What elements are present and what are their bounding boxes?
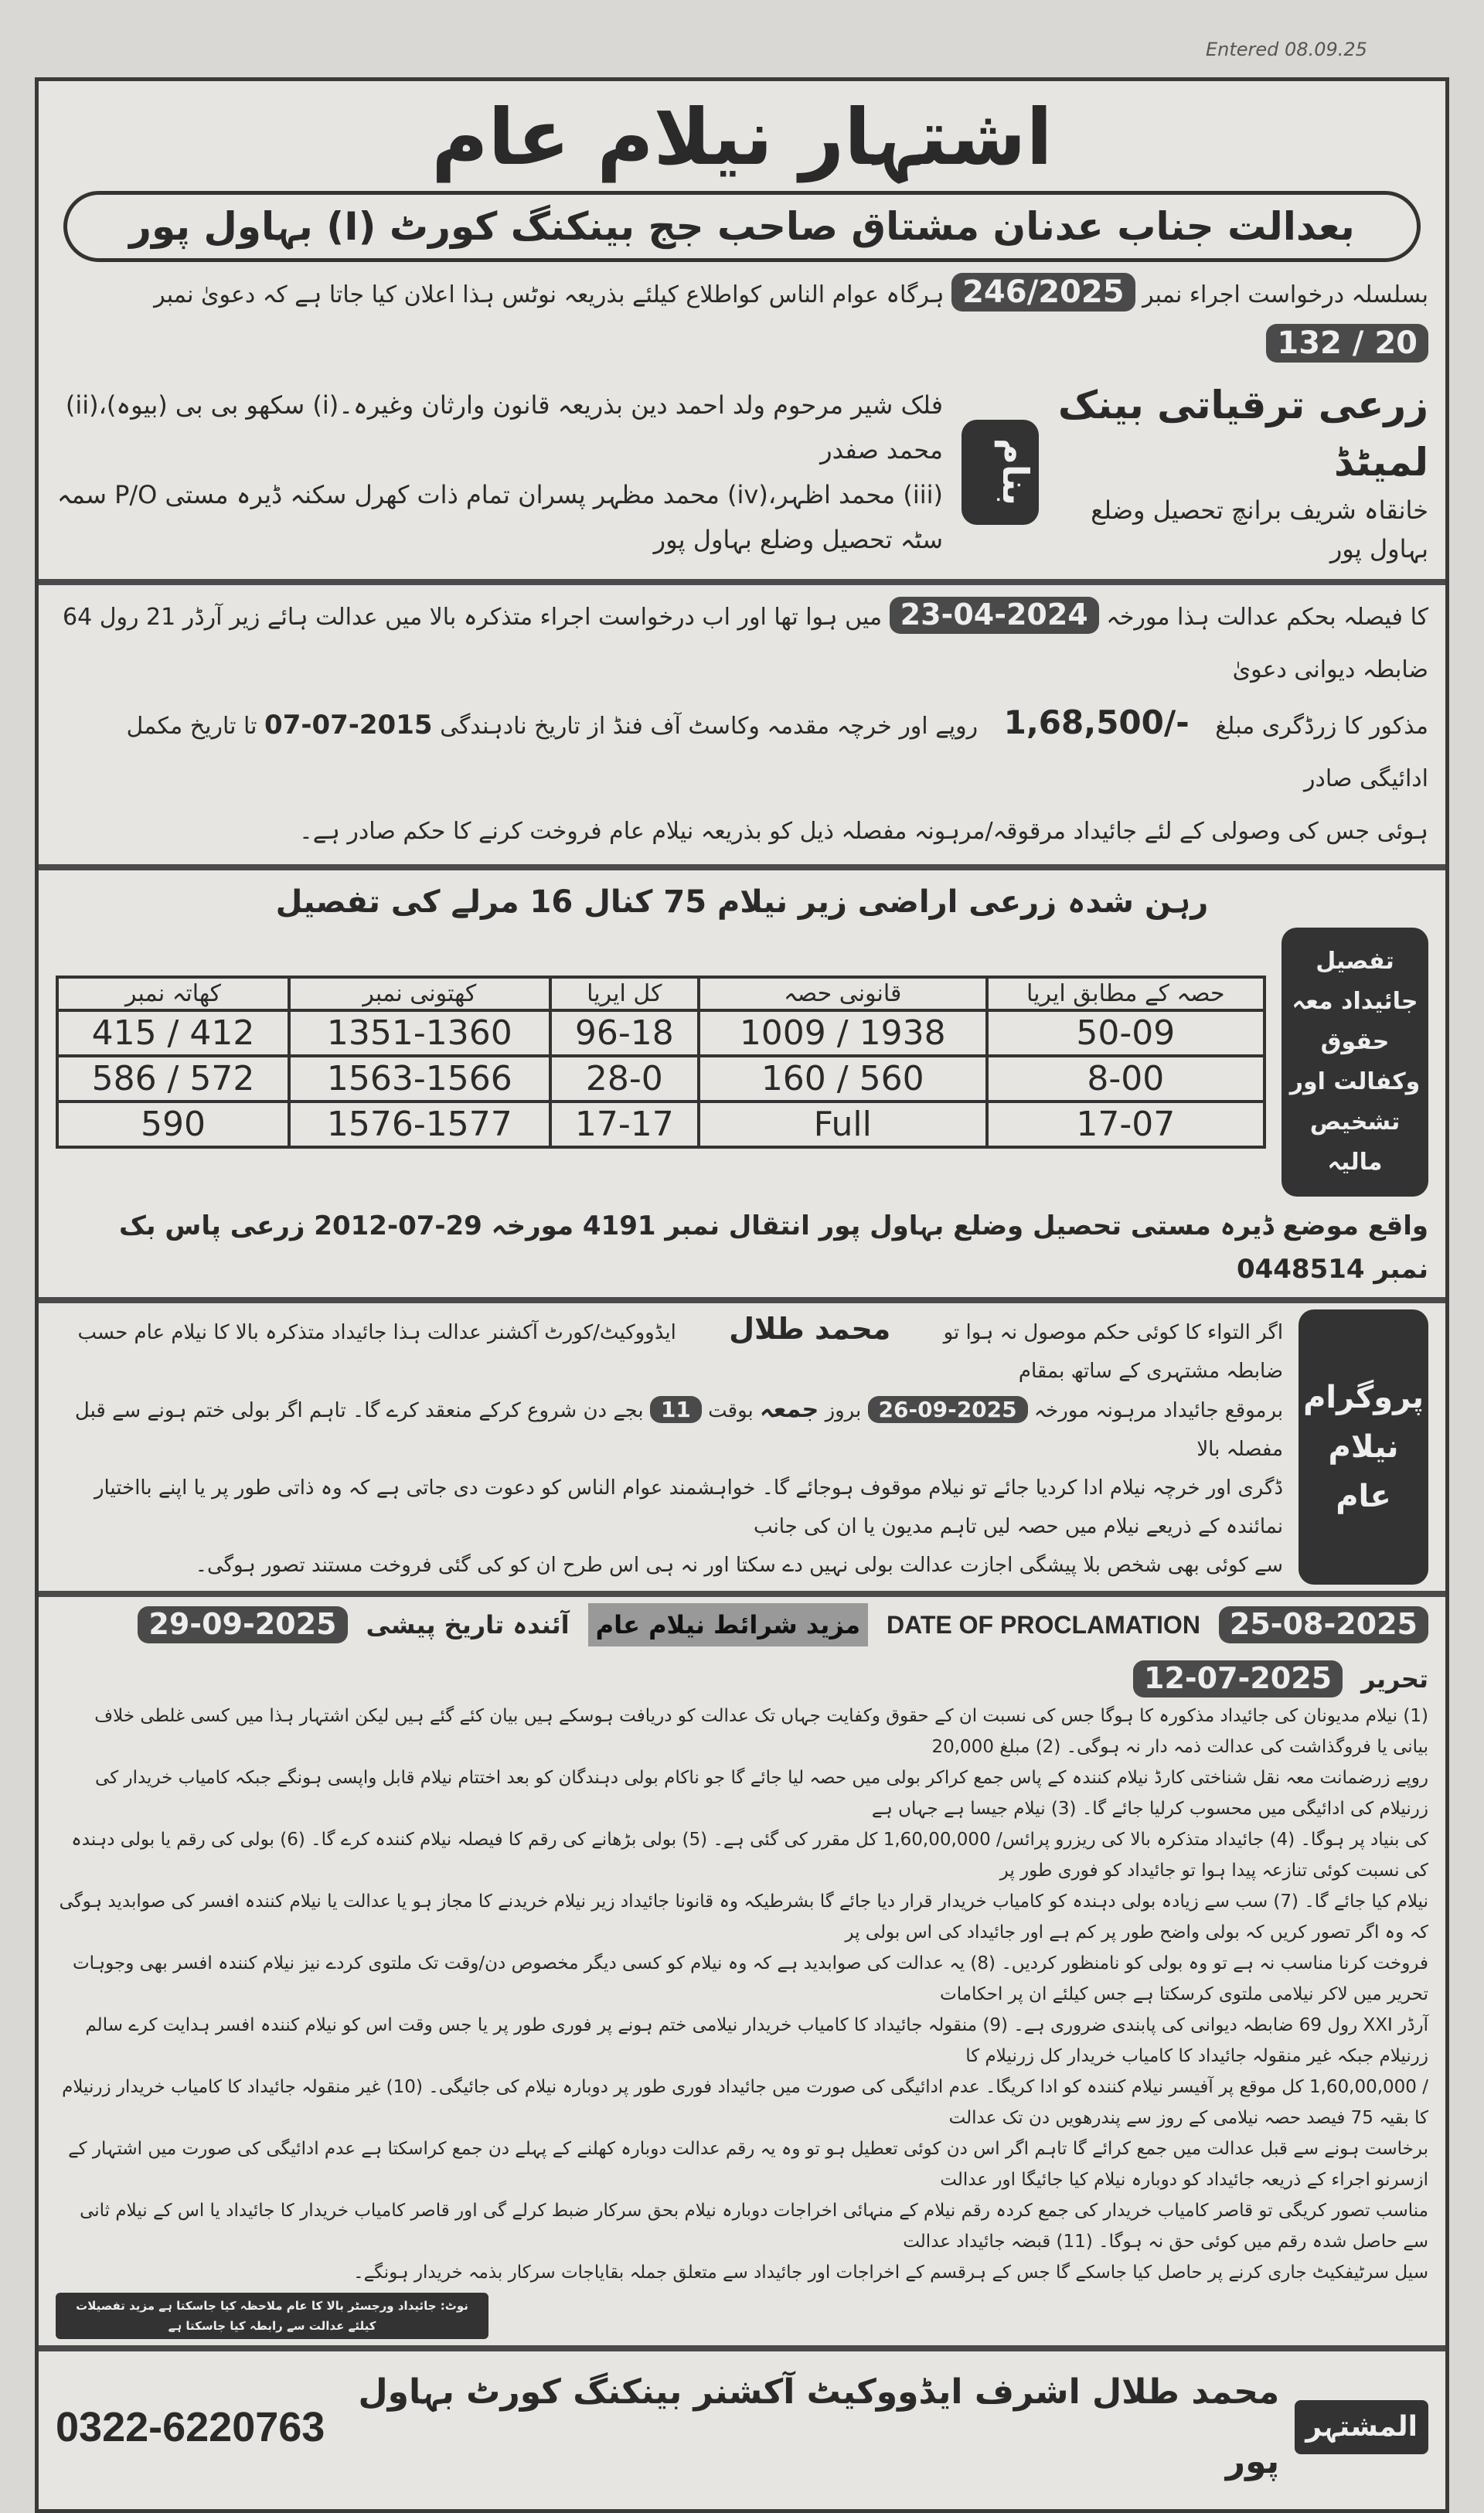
plaintiff-name: زرعی ترقیاتی بینک لمیٹڈ <box>1057 383 1428 485</box>
auction-time: 11 <box>650 1396 702 1423</box>
program-text: ایڈووکیٹ/کورٹ آکشنر عدالت ہذا جائیداد متذکرہ بالا کا نیلام عام حسب ضابطہ مشتہری کے ساتھ بمقام <box>77 1321 1284 1383</box>
divider <box>39 579 1445 585</box>
program-text: برموقع جائیداد مرہونہ مورخہ <box>1033 1399 1284 1422</box>
column-header: کھاتہ نمبر <box>57 977 289 1010</box>
divider <box>39 864 1445 870</box>
proclamation-label: DATE OF PROCLAMATION <box>887 1611 1200 1639</box>
table-row <box>57 1010 1264 1056</box>
defendants-line-2: (iii) محمد اظہر،(iv) محمد مظہر پسران تمام ذات کھرل سکنہ ڈیرہ مستی P/O سمہ سٹہ تحصیل وضلع بہاول پور <box>56 480 943 554</box>
decree-text: روپے اور خرچہ مقدمہ وکاسٹ آف فنڈ از تاریخ نادہندگی <box>440 713 979 740</box>
cell: 1576-1577 <box>289 1102 550 1147</box>
decree-text: مذکور کا زرڈگری مبلغ <box>1215 713 1428 740</box>
program-text: سے کوئی بھی شخص بلا پیشگی اجازت عدالت بولی نہیں دے سکتا اور نہ ہی اس طرح ان کو کی گئی فروخت مستند تصور ہوگی۔ <box>195 1554 1284 1577</box>
decree-amount: 1,68,500/- <box>1003 703 1190 741</box>
auction-date: 26-09-2025 <box>868 1396 1028 1423</box>
proclamation-date: 25-08-2025 <box>1219 1606 1428 1643</box>
decree-text: تا تاریخ مکمل ادائیگی صادر <box>126 713 1428 792</box>
decree-date: 23-04-2024 <box>890 597 1099 634</box>
location-line: واقع موضع ڈیرہ مستی تحصیل وضلع بہاول پور انتقال نمبر 4191 مورخہ 29-07-2012 زرعی پاس بک نمبر 0448514 <box>118 1211 1428 1285</box>
footer <box>56 2358 1428 2497</box>
decree-text: کا فیصلہ بحکم عدالت ہذا مورخہ <box>1106 604 1428 631</box>
column-header: کھتونی نمبر <box>289 977 550 1010</box>
cell: 160 / 560 <box>699 1056 987 1102</box>
cell: 50-09 <box>987 1010 1264 1056</box>
cell: 8-00 <box>987 1056 1264 1102</box>
terms-line: برخاست ہونے سے قبل عدالت میں جمع کرائے گا تاہم اگر اس دن کوئی تعطیل ہو تو وہ یہ رقم عدالت دوبارہ کھلنے کے پہلے دن جمع کراسکتا ہے عدم ادائیگی کی صورت میں اشتہار کے ازسرنو اجراء کے ذریعہ جائیداد کو دوبارہ نیلام کیا جائیگا اور عدالت <box>68 2139 1428 2190</box>
parties <box>56 376 1428 568</box>
more-terms-label: مزید شرائط نیلام عام <box>588 1603 868 1646</box>
plaintiff-branch: خانقاہ شریف برانچ تحصیل وضلع بہاول پور <box>1091 495 1428 564</box>
defendants <box>56 383 943 562</box>
court-name: بعدالت جناب عدنان مشتاق صاحب جج بینکنگ کورٹ (I) بہاول پور <box>63 191 1421 262</box>
advertiser-label: المشتہر <box>1295 2400 1428 2454</box>
land-heading: رہن شدہ زرعی اراضی زیر نیلام 75 کنال 16 مرلے کی تفصیل <box>275 884 1209 920</box>
suit-number: 132 / 20 <box>1266 324 1428 363</box>
divider <box>39 1591 1445 1597</box>
column-header: حصہ کے مطابق ایریا <box>987 977 1264 1010</box>
cell: 96-18 <box>550 1010 699 1056</box>
cell: 586 / 572 <box>57 1056 289 1102</box>
next-hearing-date: 29-09-2025 <box>138 1606 347 1643</box>
auction-program-label: پروگرام نیلام عام <box>1298 1309 1428 1585</box>
dates-row <box>56 1603 1428 1701</box>
cell: 28-0 <box>550 1056 699 1102</box>
auction-day: جمعہ <box>760 1396 819 1423</box>
column-header: کل ایریا <box>550 977 699 1010</box>
program-text: ڈگری اور خرچہ نیلام ادا کردیا جائے تو نیلام موقوف ہوجائے گا۔ خواہشمند عوام الناس کو دعوت دی جاتی ہے کہ وہ ذاتی طور پر یا اپنے بااختیار نمائندہ کے ذریعے نیلام میں حصہ لیں تاہم مدیون یا ان کی جانب <box>94 1476 1284 1538</box>
divider <box>39 1297 1445 1303</box>
terms-line: (1) نیلام مدیونان کی جائیداد مذکورہ کا ہوگا جس کی نسبت ان کے حقوق وکفایت جہاں تک عدالت کو دریافت ہوسکے ہیں بیان کئے گئے ہیں لیکن اشتہار ہذا میں کسی غلطی خلاف بیانی یا فروگذاشت کی عدالت ذمہ دار نہ ہوگی۔ (2) مبلغ 20,000 <box>94 1706 1428 1757</box>
auction-program <box>56 1309 1428 1585</box>
written-label: تحریر <box>1361 1664 1428 1694</box>
intro-middle: ہرگاہ عوام الناس کواطلاع کیلئے بذریعہ نوٹس ہذا اعلان کیا جاتا ہے کہ دعویٰ نمبر <box>154 281 945 308</box>
advertiser-name: محمد طلال اشرف ایڈووکیٹ آکشنر بینکنگ کورٹ بہاول پور <box>358 2372 1280 2481</box>
intro-line <box>56 270 1428 372</box>
table-row <box>57 1102 1264 1147</box>
terms-line: فروخت کرنا مناسب نہ ہے تو وہ بولی کو نامنظور کردیں۔ (8) یہ عدالت کی صوابدید ہے کہ وہ نیلام کو کسی دیگر مخصوص دن/وقت تک ملتوی کردے نیز نیلام کنندہ افسر بھی وجوہات تحریر میں لاکر نیلامی ملتوی کرسکتا ہے جس کیلئے ان پر احکامات <box>72 1953 1428 2004</box>
terms-line: روپے زرضمانت معہ نقل شناختی کارڈ نیلام کنندہ کے پاس جمع کراکر بولی میں حصہ لیا جائے گا جو ناکام بولی دہندگان کو بعد اختتام نیلام قابل واپسی ہونگے جبکہ کامیاب خریدار کی زرنیلام کی ادائیگی میں محسوب کرلیا جائے گا۔ (3) نیلام جیسا ہے جہاں ہے <box>95 1768 1428 1819</box>
plaintiff <box>1057 376 1428 568</box>
auction-terms <box>56 1701 1428 2288</box>
cell: 17-17 <box>550 1102 699 1147</box>
cell: 1351-1360 <box>289 1010 550 1056</box>
column-header: قانونی حصہ <box>699 977 987 1010</box>
decree-text: میں ہوا تھا اور اب درخواست اجراء متذکرہ بالا میں عدالت ہائے زیر آرڈر 21 رول 64 ضابطہ دیوانی دعویٰ <box>63 604 1428 683</box>
written-date: 12-07-2025 <box>1133 1660 1343 1697</box>
cell: 17-07 <box>987 1102 1264 1147</box>
advertiser-phone: 0322-6220763 <box>56 2404 325 2450</box>
terms-line: مناسب تصور کریگی تو قاصر کامیاب خریدار کی جمع کردہ رقم نیلام کے منہائی اخراجات دوبارہ نیلام بحق سرکار ضبط کرلے گی اور قاصر کامیاب خریدار کا جائیداد یا اس کے نیلام ثانی سے حاصل شدہ رقم میں کوئی حق نہ ہوگا۔ (11) قبضہ جائیداد عدالت <box>80 2201 1428 2252</box>
terms-line: سیل سرٹیفکیٹ جاری کرنے پر حاصل کیا جاسکے گا جس کے ہرقسم کے اخراجات اور جائیداد سے متعلق جملہ بقایاجات سرکار بذمہ خریدار ہونگے۔ <box>353 2263 1428 2283</box>
execution-number: 246/2025 <box>951 273 1135 312</box>
table-row <box>57 1056 1264 1102</box>
divider <box>39 2345 1445 2351</box>
cell: 415 / 412 <box>57 1010 289 1056</box>
terms-line: / 1,60,00,000 کل موقع پر آفیسر نیلام کنندہ کو ادا کریگا۔ عدم ادائیگی کی صورت میں جائیداد فوری طور پر دوبارہ نیلام کی جائیگی۔ (10) غیر منقولہ جائیداد کا کامیاب خریدار زرنیلام کا بقیہ 75 فیصد حصہ نیلامی کے روز سے پندرھویں دن تک عدالت <box>62 2077 1428 2128</box>
decree-text: ہوئی جس کی وصولی کے لئے جائیداد مرقوقہ/مرہونہ مفصلہ ذیل کو بذریعہ نیلام عام فروخت کرنے کا حکم صادر ہے۔ <box>299 818 1428 845</box>
terms-line: نیلام کیا جائے گا۔ (7) سب سے زیادہ بولی دہندہ کو کامیاب خریدار قرار دیا جائے گا بشرطیکہ وہ قانونا جائیداد زیر نیلام خریدنے کا مجاز ہو یا عدالت یا نیلام کنندہ افسر کی صوابدید ہوگی کہ وہ اگر تصور کریں کہ بولی واضح طور پر کم ہے اور جائیداد کی اس بولی پر <box>59 1892 1428 1943</box>
land-table <box>56 976 1266 1149</box>
terms-line: کی بنیاد پر ہوگا۔ (4) جائیداد متذکرہ بالا کی ریزرو پرائس/ 1,60,00,000 کل مقرر کی گئی ہے۔ (5) بولی بڑھانے کی رقم کا فیصلہ نیلام کنندہ کرے گا۔ (6) بولی کی رقم یا بولی دہندہ کی نسبت کوئی تنازعہ پیدا ہوا تو جائیداد کو فوری طور پر <box>71 1830 1428 1881</box>
auctioneer-name: محمد طلال <box>729 1312 891 1346</box>
program-text: بجے دن شروع کرکے منعقد کرے گا۔ تاہم اگر بولی ختم ہونے سے قبل مفصلہ بالا <box>74 1399 1284 1461</box>
program-text: اگر التواء کا کوئی حکم موصول نہ ہوا تو <box>943 1321 1284 1344</box>
handwritten-note: Entered 08.09.25 <box>1206 39 1367 60</box>
table-header <box>57 977 1264 1010</box>
cell: 590 <box>57 1102 289 1147</box>
vs-label: بنام <box>962 420 1039 524</box>
default-date: 07-07-2015 <box>264 710 433 741</box>
defendants-line-1: فلک شیر مرحوم ولد احمد دین بذریعہ قانون وارثان وغیرہ۔(i) سکھو بی بی (بیوہ)،(ii) محمد صفدر <box>65 390 943 465</box>
terms-line: آرڈر XXI رول 69 ضابطہ دیوانی کی پابندی ضروری ہے۔ (9) منقولہ جائیداد کا کامیاب خریدار نیلامی ختم ہونے پر فوری طور پر یا جس وقت اس کو نیلام کنندہ افسر ہدایت کرے سالم زرنیلام جبکہ غیر منقولہ جائیداد کا کامیاب خریدار کل زرنیلام کا <box>85 2015 1428 2066</box>
next-hearing-label: آئندہ تاریخ پیشی <box>366 1610 570 1640</box>
auction-program-text <box>56 1309 1283 1585</box>
advertisement-frame <box>35 77 1449 2513</box>
day-prefix: بروز <box>825 1399 862 1422</box>
property-details-label: تفصیل جائیداد معہ حقوق وکفالت اور تشخیص مالیہ <box>1281 928 1428 1197</box>
intro-prefix: بسلسلہ درخواست اجراء نمبر <box>1142 281 1428 308</box>
note-box: نوٹ: جائیداد ورجسٹر بالا کا عام ملاحظہ کیا جاسکتا ہے مزید تفصیلات کیلئے عدالت سے رابطہ کیا جاسکتا ہے <box>56 2293 488 2339</box>
cell: 1009 / 1938 <box>699 1010 987 1056</box>
cell: Full <box>699 1102 987 1147</box>
time-prefix: بوقت <box>708 1399 754 1422</box>
page-title: اشتہار نیلام عام <box>431 92 1053 182</box>
cell: 1563-1566 <box>289 1056 550 1102</box>
land-section <box>56 928 1428 1197</box>
decree-paragraph <box>56 591 1428 858</box>
